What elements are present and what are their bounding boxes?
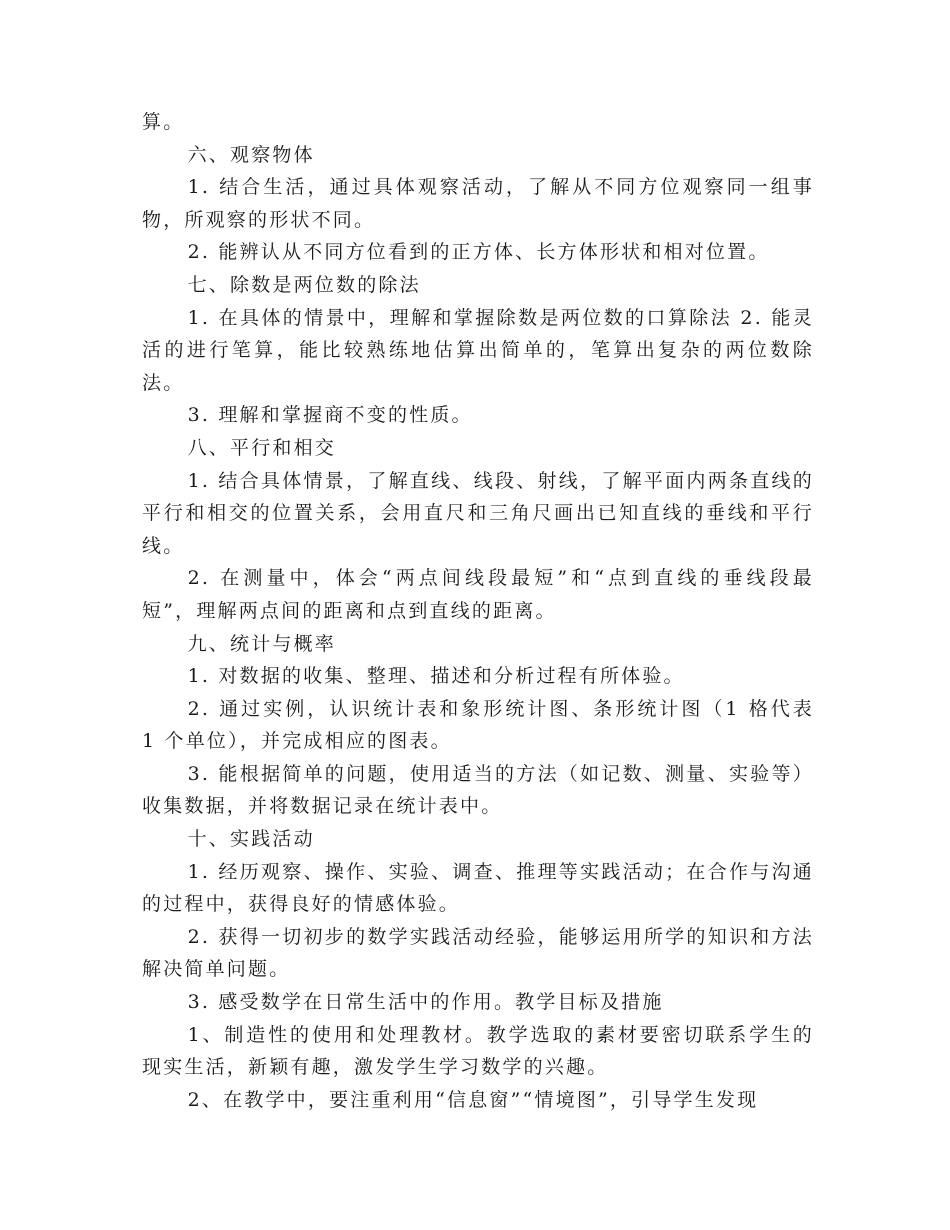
list-item: 1. 在具体的情景中，理解和掌握除数是两位数的口算除法 2. 能灵活的进行笔算，能比较熟练地估算出简单的，笔算出复杂的两位数除法。 <box>142 306 814 394</box>
list-item: 3. 能根据简单的问题，使用适当的方法（如记数、测量、实验等）收集数据，并将数据记录在统计表中。 <box>142 762 814 818</box>
list-item: 2. 在测量中，体会“两点间线段最短”和“点到直线的垂线段最短”，理解两点间的距离和点到直线的距离。 <box>142 567 814 622</box>
list-item: 1、制造性的使用和处理教材。教学选取的素材要密切联系学生的现实生活，新颖有趣，激发学生学习数学的兴趣。 <box>142 1023 814 1079</box>
list-item: 2. 获得一切初步的数学实践活动经验，能够运用所学的知识和方法解决简单问题。 <box>142 925 814 981</box>
document-body <box>142 106 814 1116</box>
list-item: 3. 感受数学在日常生活中的作用。教学目标及措施 <box>187 991 664 1014</box>
list-item: 2. 通过实例，认识统计表和象形统计图、条形统计图（1 格代表 1 个单位），并完成相应的图表。 <box>142 697 814 753</box>
list-item: 1. 结合具体情景，了解直线、线段、射线，了解平面内两条直线的平行和相交的位置关系，会用直尺和三角尺画出已知直线的垂线和平行线。 <box>142 469 814 557</box>
section-heading: 十、实践活动 <box>187 828 315 851</box>
section-heading: 七、除数是两位数的除法 <box>187 273 421 296</box>
list-item: 3. 理解和掌握商不变的性质。 <box>187 404 473 427</box>
list-item: 1. 结合生活，通过具体观察活动，了解从不同方位观察同一组事物，所观察的形状不同。 <box>142 176 814 231</box>
paragraph-continuation: 算。 <box>142 111 185 133</box>
section-heading: 九、统计与概率 <box>187 632 336 655</box>
list-item: 1. 经历观察、操作、实验、调查、推理等实践活动；在合作与沟通的过程中，获得良好的情感体验。 <box>142 860 814 916</box>
section-heading: 八、平行和相交 <box>187 436 336 459</box>
list-item: 2、在教学中，要注重利用“信息窗”“情境图”，引导学生发现 <box>187 1088 759 1111</box>
list-item: 1. 对数据的收集、整理、描述和分析过程有所体验。 <box>187 665 685 688</box>
section-heading: 六、观察物体 <box>187 143 315 166</box>
list-item: 2. 能辨认从不同方位看到的正方体、长方体形状和相对位置。 <box>187 241 770 264</box>
